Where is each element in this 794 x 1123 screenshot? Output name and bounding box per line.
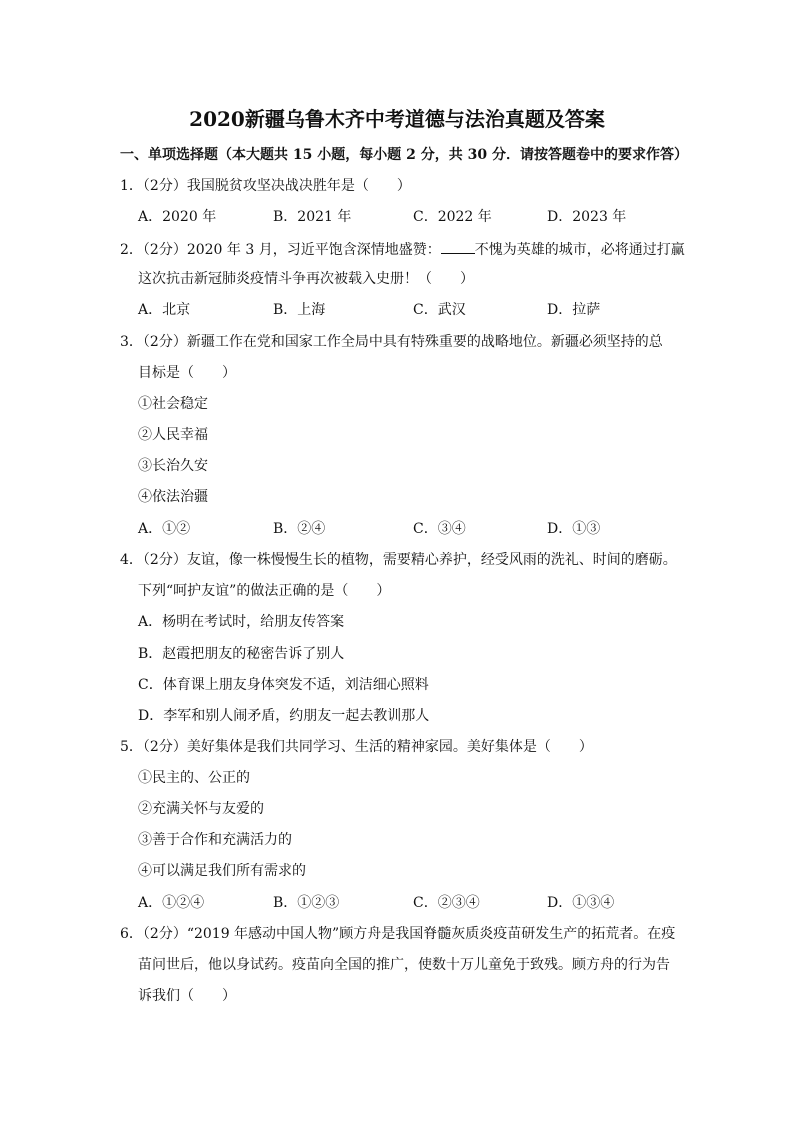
option-d: D．拉萨 [547, 302, 601, 318]
page-title: 2020新疆乌鲁木齐中考道德与法治真题及答案 [189, 107, 605, 131]
option-a: A．北京 [138, 302, 191, 318]
section-heading: 一、单项选择题（本大题共 15 小题，每小题 2 分，共 30 分．请按答题卷中的要求作答） [120, 147, 688, 163]
question-1-stem: 1．（2分）我国脱贫攻坚决战决胜年是（ ） [120, 178, 411, 194]
question-4-option-b: B．赵霞把朋友的秘密告诉了别人 [138, 646, 345, 662]
option-c: C．③④ [413, 521, 466, 537]
question-4-option-a: A．杨明在考试时，给朋友传答案 [138, 614, 345, 630]
question-2-stem-line2: 这次抗击新冠肺炎疫情斗争再次被载入史册！（ ） [138, 271, 474, 287]
option-b: B．②④ [273, 521, 326, 537]
question-6-stem-line2: 苗问世后，他以身试药。疫苗向全国的推广，使数十万儿童免于致残。顾方舟的行为告 [138, 957, 670, 973]
question-3-item-4: ④依法治疆 [138, 489, 208, 505]
option-d: D．①③④ [547, 895, 615, 911]
question-2-stem-pre: 2．（2分）2020 年 3 月，习近平饱含深情地盛赞： [120, 242, 441, 258]
option-c: C．武汉 [413, 302, 466, 318]
question-4-option-d: D．李军和别人闹矛盾，约朋友一起去教训那人 [138, 708, 430, 724]
question-6-stem-line3: 诉我们（ ） [138, 988, 236, 1004]
option-a: A．2020 年 [138, 209, 217, 225]
option-a: A．①②④ [138, 895, 205, 911]
option-c: C．2022 年 [413, 209, 492, 225]
question-3-stem-line2: 目标是（ ） [138, 365, 236, 381]
question-4-option-c: C．体育课上朋友身体突发不适，刘洁细心照料 [138, 677, 429, 693]
question-5-item-1: ①民主的、公正的 [138, 770, 250, 786]
question-5-stem: 5．（2分）美好集体是我们共同学习、生活的精神家园。美好集体是（ ） [120, 739, 593, 755]
option-b: B．2021 年 [273, 209, 352, 225]
question-3-item-1: ①社会稳定 [138, 396, 208, 412]
option-a: A．①② [138, 521, 191, 537]
question-2-stem-post: 不愧为英雄的城市，必将通过打赢 [474, 242, 685, 258]
answer-blank [441, 239, 475, 254]
question-6-stem-line1: 6．（2分）“2019 年感动中国人物”顾方舟是我国脊髓灰质炎疫苗研发生产的拓荒者。在疫 [120, 926, 676, 942]
question-4-stem-line1: 4．（2分）友谊，像一株慢慢生长的植物，需要精心养护，经受风雨的洗礼、时间的磨砺。 [120, 552, 677, 568]
question-5-item-3: ③善于合作和充满活力的 [138, 832, 292, 848]
question-3-item-2: ②人民幸福 [138, 427, 208, 443]
question-5-item-4: ④可以满足我们所有需求的 [138, 863, 306, 879]
question-4-stem-line2: 下列“呵护友谊”的做法正确的是（ ） [138, 583, 391, 599]
option-b: B．①②③ [273, 895, 340, 911]
option-b: B．上海 [273, 302, 326, 318]
option-d: D．①③ [547, 521, 601, 537]
question-3-stem-line1: 3．（2分）新疆工作在党和国家工作全局中具有特殊重要的战略地位。新疆必须坚持的总 [120, 334, 663, 350]
option-d: D．2023 年 [547, 209, 627, 225]
question-2-stem-line1 [120, 239, 685, 260]
question-3-item-3: ③长治久安 [138, 458, 208, 474]
option-c: C．②③④ [413, 895, 480, 911]
question-5-item-2: ②充满关怀与友爱的 [138, 801, 264, 817]
